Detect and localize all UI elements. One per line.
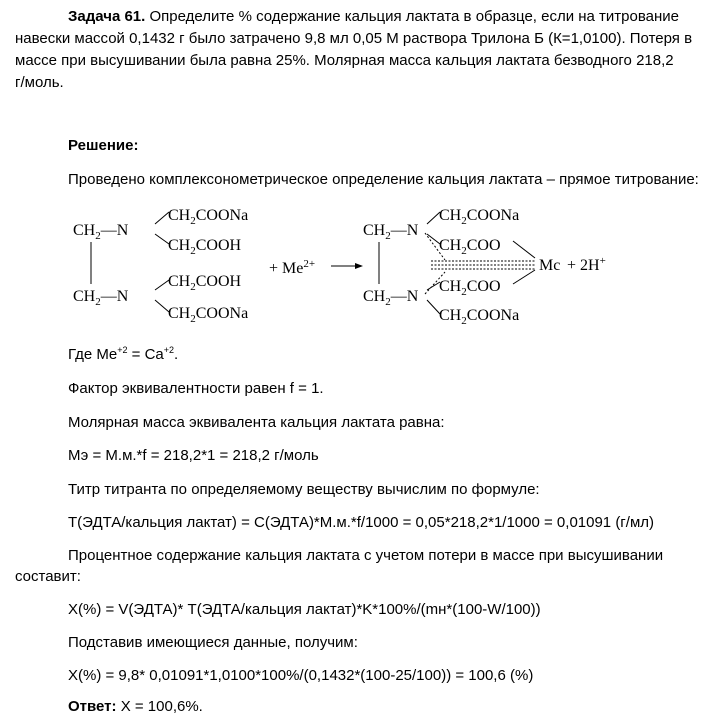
problem-line-3: массе при высушивании была равна 25%. Молярная масса кальция лактата безводного 218,2: [15, 52, 674, 69]
molar-intro: Молярная масса эквивалента кальция лактата равна:: [68, 414, 445, 431]
right-ch2coona-bottom: $CH_2COONa$: [439, 307, 520, 327]
right-ch2coo-top: $CH_2COO$: [439, 237, 501, 257]
coord-bond-bottom: [513, 270, 535, 284]
plus-protons: + 2H+: [567, 255, 606, 274]
answer-label: Ответ:: [68, 698, 117, 715]
titer-formula: Т(ЭДТА/кальция лактат) = С(ЭДТА)*М.м.*f/1000 = 0,05*218,2*1/1000 = 0,01091 (г/мл): [68, 514, 655, 531]
left-bond-3: [155, 280, 169, 290]
coord-bond-top: [513, 241, 535, 258]
titer-intro: Титр титранта по определяемому веществу вычислим по формуле:: [68, 481, 540, 498]
left-ch2coona-bottom: $CH_2COONa$: [168, 305, 249, 325]
intro-text: Проведено комплексонометрическое определение кальция лактата – прямое титрование:: [68, 171, 699, 188]
left-ch2coona-top: $CH_2COONa$: [168, 207, 249, 227]
percent-formula: X(%) = V(ЭДТА)* Т(ЭДТА/кальция лактат)*K*100%/(mн*(100-W/100)): [68, 601, 541, 618]
plus-metal: + $Me^{2+}$: [269, 258, 316, 277]
problem-line-4: г/моль.: [15, 74, 64, 91]
reaction-arrow-head: [355, 263, 363, 269]
problem-line-1: Задача 61. Определите % содержание кальция лактата в образце, если на титрование: [68, 8, 680, 25]
answer-line: [68, 697, 710, 717]
left-bond-4: [155, 300, 169, 312]
left-ch2-top: $CH_2—N$: [73, 222, 129, 242]
problem-line-2: навески массой 0,1432 г было затрачено 9,8 мл 0,05 М раствора Трилона Б (К=1,0100). Потеря в: [15, 30, 693, 47]
right-ch2-top: $CH_2—N$: [363, 222, 419, 242]
percent-intro-2: составит:: [15, 568, 81, 585]
substitution-formula: X(%) = 9,8* 0,01091*1,0100*100%/(0,1432*(100-25/100)) = 100,6 (%): [68, 667, 534, 684]
solution-heading: Решение:: [68, 137, 139, 154]
where-line: Где $Me^{+2} = Ca^{+2}$.: [68, 345, 179, 363]
answer-value: Х = 100,6%.: [116, 698, 203, 715]
right-ch2coo-bottom: $CH_2COO$: [439, 278, 501, 298]
molar-formula: Мэ = М.м.*f = 218,2*1 = 218,2 г/моль: [68, 447, 319, 464]
left-bond-1: [155, 212, 169, 224]
metal-product: Mc: [539, 257, 561, 274]
substitution-intro: Подставив имеющиеся данные, получим:: [68, 634, 358, 651]
reaction-scheme: [73, 196, 633, 336]
left-bond-2: [155, 234, 169, 244]
right-ch2-bottom: $CH_2—N$: [363, 288, 419, 308]
left-ch2cooh-top: $CH_2COOH$: [168, 237, 242, 257]
factor-text: Фактор эквивалентности равен f = 1.: [68, 380, 324, 397]
left-ch2cooh-bottom: $CH_2COOH$: [168, 273, 242, 293]
problem-label: Задача 61.: [68, 8, 146, 25]
right-ch2coona-top: $CH_2COONa$: [439, 207, 520, 227]
percent-intro-1: Процентное содержание кальция лактата с учетом потери в массе при высушивании: [68, 547, 664, 564]
left-ch2-bottom: $CH_2—N$: [73, 288, 129, 308]
